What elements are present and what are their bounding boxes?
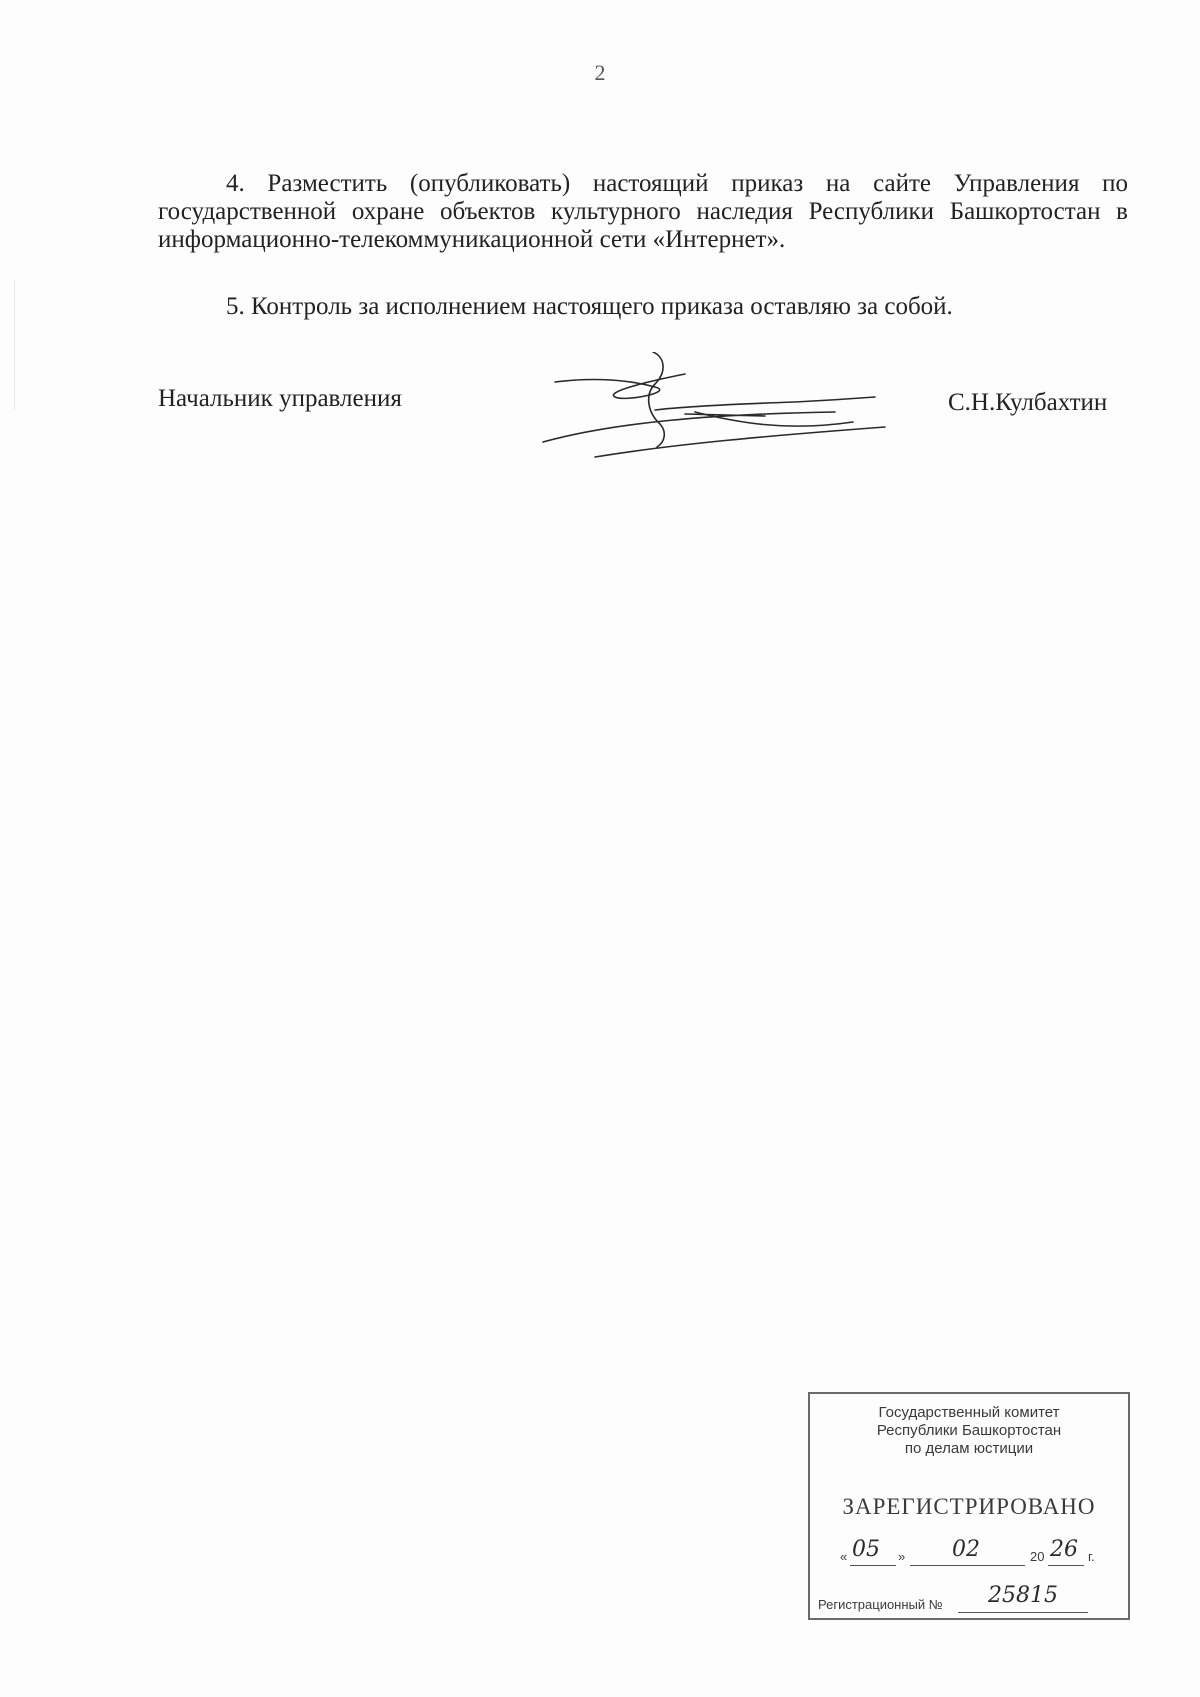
date-year-suffix: 26 bbox=[1050, 1537, 1078, 1562]
signatory-name: С.Н.Кулбахтин bbox=[948, 389, 1108, 416]
date-year-underline bbox=[1048, 1565, 1084, 1566]
reg-number-label: Регистрационный № bbox=[818, 1597, 943, 1612]
stamp-org-line-1: Государственный комитет bbox=[878, 1404, 1060, 1421]
paragraph-4: 4. Разместить (опубликовать) настоящий приказ на сайте Управления по государственной охране объектов культурного наследия Республики Башкортостан в информационно-телекоммуникационной сети «Интернет». bbox=[158, 170, 1128, 253]
stamp-org-line-2: Республики Башкортостан bbox=[876, 1422, 1062, 1439]
date-day: 05 bbox=[852, 1537, 880, 1562]
date-open-quote: « bbox=[840, 1549, 848, 1564]
stamp-date bbox=[840, 1539, 1110, 1569]
reg-number-value: 25815 bbox=[988, 1583, 1058, 1608]
stamp-status: ЗАРЕГИСТРИРОВАНО bbox=[842, 1494, 1096, 1519]
signatory-position: Начальник управления bbox=[158, 385, 402, 412]
date-month: 02 bbox=[952, 1537, 980, 1562]
handwritten-signature bbox=[535, 352, 895, 462]
date-close-quote: » bbox=[898, 1549, 906, 1564]
stamp-organization bbox=[810, 1404, 1128, 1458]
date-day-underline bbox=[850, 1565, 896, 1566]
registration-stamp bbox=[808, 1392, 1130, 1620]
scan-edge-mark bbox=[14, 280, 15, 410]
date-year-prefix: 20 bbox=[1030, 1549, 1045, 1564]
stamp-org-line-3: по делам юстиции bbox=[904, 1440, 1034, 1457]
stamp-registration bbox=[818, 1583, 1124, 1615]
page-number: 2 bbox=[594, 60, 606, 85]
reg-number-underline bbox=[958, 1612, 1088, 1613]
date-year-unit: г. bbox=[1088, 1549, 1095, 1564]
paragraph-5: 5. Контроль за исполнением настоящего приказа оставляю за собой. bbox=[226, 293, 953, 320]
date-month-underline bbox=[910, 1565, 1025, 1566]
